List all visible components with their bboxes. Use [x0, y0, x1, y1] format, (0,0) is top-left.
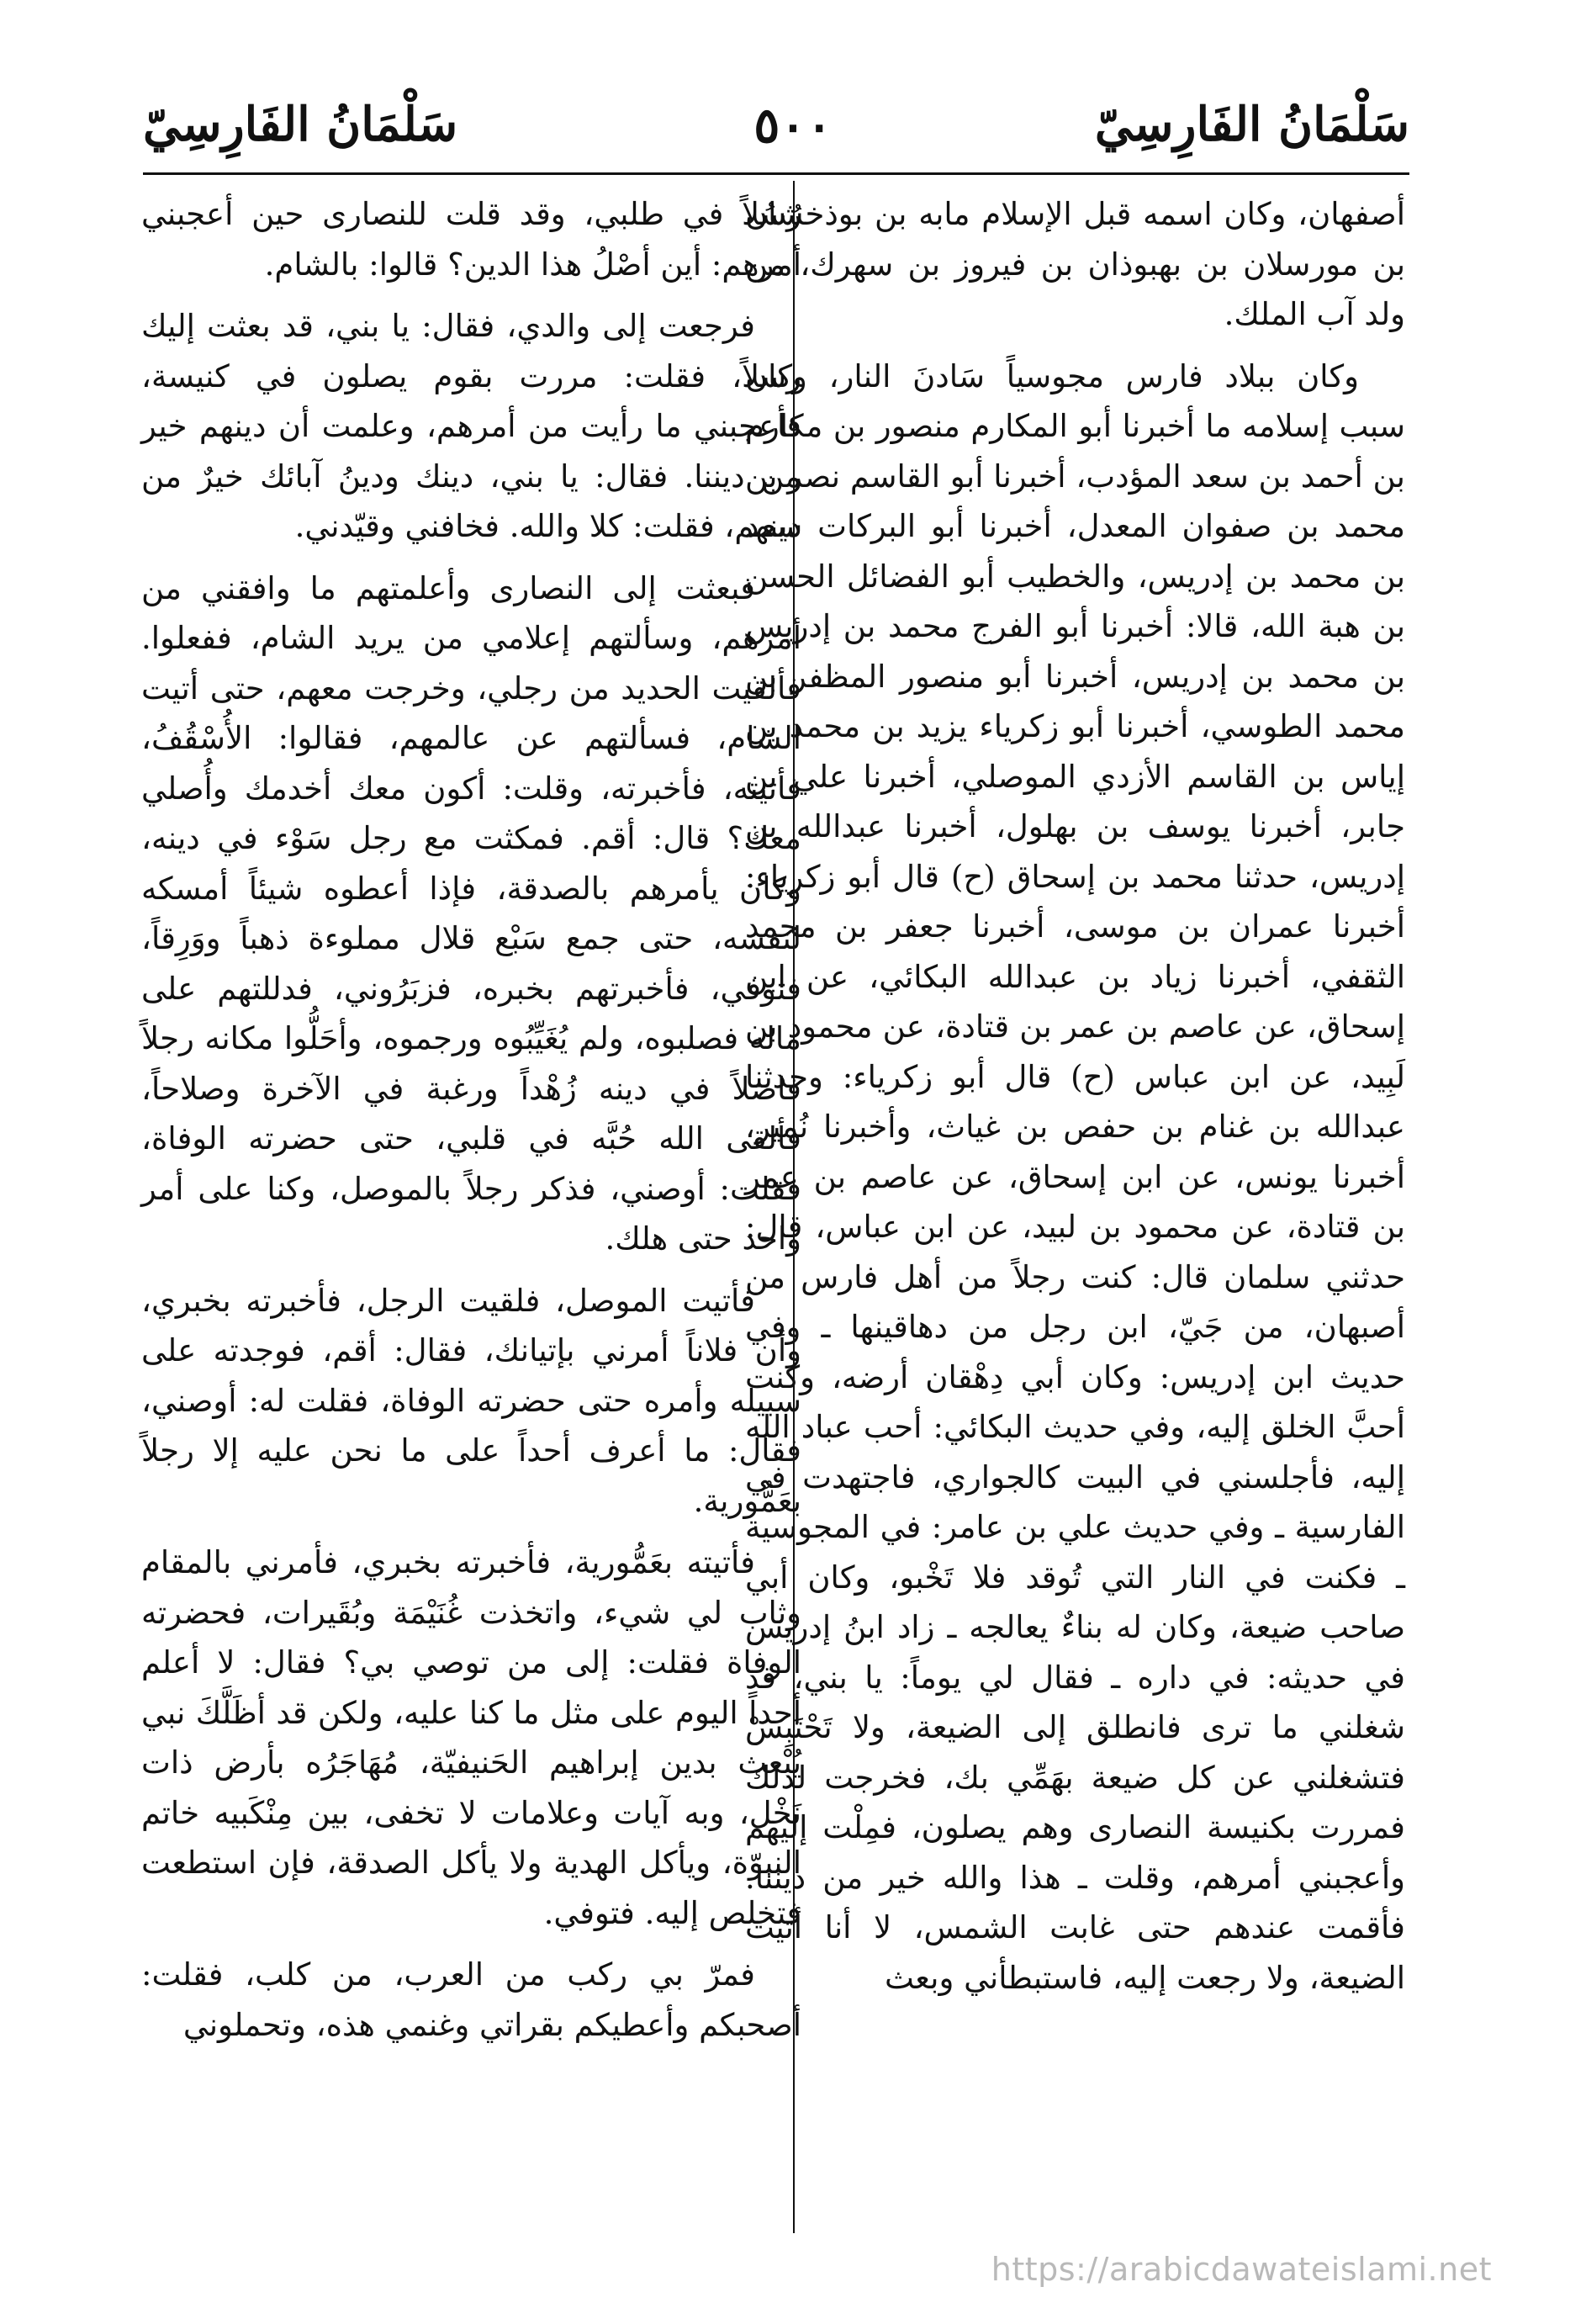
paragraph: أصفهان، وكان اسمه قبل الإسلام مابه بن بوذخشان بن مورسلان بن بهبوذان بن فيروز بن سهرك، من ولد آب الملك.	[745, 196, 1405, 332]
right-column	[745, 189, 1405, 2014]
paragraph: وكان ببلاد فارس مجوسياً سَادنَ النار، وكان سبب إسلامه ما أخبرنا أبو المكارم منصور بن مكارم بن أحمد بن سعد المؤدب، أخبرنا أبو القاسم نصر بن محمد بن صفوان المعدل، أخبرنا أبو البركات سعد بن محمد بن إدريس، والخطيب أبو الفضائل الحسن بن هبة الله، قالا: أخبرنا أبو الفرج محمد بن إدريس بن محمد بن إدريس، أخبرنا أبو منصور المظفر بن محمد الطوسي، أخبرنا أبو زكرياء يزيد بن محمد بن إياس بن القاسم الأزدي الموصلي، أخبرنا علي بن جابر، أخبرنا يوسف بن بهلول، أخبرنا عبدالله بن إدريس، حدثنا محمد بن إسحاق (ح) قال أبو زكرياء: أخبرنا عمران بن موسى، أخبرنا جعفر بن محمد الثقفي، أخبرنا زياد بن عبدالله البكائي، عن ابن إسحاق، عن عاصم بن عمر بن قتادة، عن محمود بن لَبِيد، عن ابن عباس (ح) قال أبو زكرياء: وحدثنا عبدالله بن غنام بن حفص بن غياث، وأخبرنا نُمير، أخبرنا يونس، عن ابن إسحاق، عن عاصم بن عمر بن قتادة، عن محمود بن لبيد، عن ابن عباس، قال: حدثني سلمان قال: كنت رجلاً من أهل فارس من أصبهان، من جَيّ، ابن رجل من دهاقينها ـ وفي حديث ابن إدريس: وكان أبي دِهْقان أرضه، وكنت أحبَّ الخلق إليه، وفي حديث البكائي: أحب عباد الله إليه، فأجلسني في البيت كالجواري، فاجتهدت في الفارسية ـ وفي حديث علي بن عامر: في المجوسية ـ فكنت في النار التي تُوقد فلا تَخْبو، وكان أبي صاحب ضيعة، وكان له بناءٌ يعالجه ـ زاد ابنُ إدريس في حديثه: في داره ـ فقال لي يوماً: يا بني، قد شغلني ما ترى فانطلق إلى الضيعة، ولا تَحْتَبِسْ فتشغلني عن كل ضيعة بهَمِّي بك، فخرجت لذلك فمررت بكنيسة النصارى وهم يصلون، فمِلْت إليهم وأعجبني أمرهم، وقلت ـ هذا والله خير من ديننا. فأقمت عندهم حتى غابت الشمس، لا أنا أتيت الضيعة، ولا رجعت إليه، فاستبطأني وبعث	[745, 357, 1405, 1996]
running-title-left: سَلْمَانُ الفَارِسِيّ	[143, 97, 458, 152]
paragraph: فأتيت الموصل، فلقيت الرجل، فأخبرته بخبري، وأن فلاناً أمرني بإتيانك، فقال: أقم، فوجدته على سبيله وأمره حتى حضرته الوفاة، فقلت له: أوصني، فقال: ما أعرف أحداً على ما نحن عليه إلا رجلاً بعَمُّورية.	[141, 1282, 801, 1519]
watermark-url: https://arabicdawateislami.net	[991, 2251, 1492, 2288]
header-rule	[143, 172, 1409, 175]
paragraph: فأتيته بعَمُّورية، فأخبرته بخبري، فأمرني بالمقام وثاب لي شيء، واتخذت غُنَيْمَة وبُقَيرات، فحضرته الوفاة فقلت: إلى من توصي بي؟ فقال: لا أعلم أحداً اليوم على مثل ما كنا عليه، ولكن قد أظَلَّكَ نبي يُبْعث بدين إبراهيم الحَنيفيّة، مُهَاجَرُه بأرض ذات نَخْل، وبه آيات وعلامات لا تخفى، بين مِنْكَبيه خاتم النبوّة، ويأكل الهدية ولا يأكل الصدقة، فإن استطعت فتخلص إليه. فتوفي.	[141, 1544, 801, 1931]
page-header	[126, 88, 1460, 168]
running-title-right: سَلْمَانُ الفَارِسِيّ	[1094, 97, 1409, 152]
paragraph: فبعثت إلى النصارى وأعلمتهم ما وافقني من أمرهم، وسألتهم إعلامي من يريد الشام، ففعلوا. فألقيت الحديد من رجلي، وخرجت معهم، حتى أتيت الشام، فسألتهم عن عالمهم، فقالوا: الأُسْقُفُ، فأتيته، فأخبرته، وقلت: أكون معك أخدمك وأُصلي معك؟ قال: أقم. فمكثت مع رجل سَوْء في دينه، وكان يأمرهم بالصدقة، فإذا أعطوه شيئاً أمسكه لنفسه، حتى جمع سَبْع قلال مملوءة ذهباً ووَرِقاً، فتوفي، فأخبرتهم بخبره، فزبَرُوني، فدللتهم على ماله فصلبوه، ولم يُغَيِّبُوه ورجموه، وأحَلُّوا مكانه رجلاً فاضلاً في دينه زُهْداً ورغبة في الآخرة وصلاحاً، فألقى الله حُبَّه في قلبي، حتى حضرته الوفاة، فقلت: أوصني، فذكر رجلاً بالموصل، وكنا على أمر واحد حتى هلك.	[141, 569, 801, 1257]
paragraph: فرجعت إلى والدي، فقال: يا بني، قد بعثت إليك رسلاً، فقلت: مررت بقوم يصلون في كنيسة، فأعجبني ما رأيت من أمرهم، وعلمت أن دينهم خير من ديننا. فقال: يا بني، دينك ودينُ آبائك خيرٌ من دينهم، فقلت: كلا والله. فخافني وقيّدني.	[141, 308, 801, 544]
left-column	[141, 189, 801, 2062]
page-number: ٥٠٠	[753, 97, 833, 154]
paragraph: فمرّ بي ركب من العرب، من كلب، فقلت: أصحبكم وأعطيكم بقراتي وغنمي هذه، وتحملوني	[141, 1956, 801, 2043]
paragraph: رُسُلاً في طلبي، وقد قلت للنصارى حين أعجبني أمرهم: أين أصْلُ هذا الدين؟ قالوا: بالشام.	[141, 196, 801, 283]
